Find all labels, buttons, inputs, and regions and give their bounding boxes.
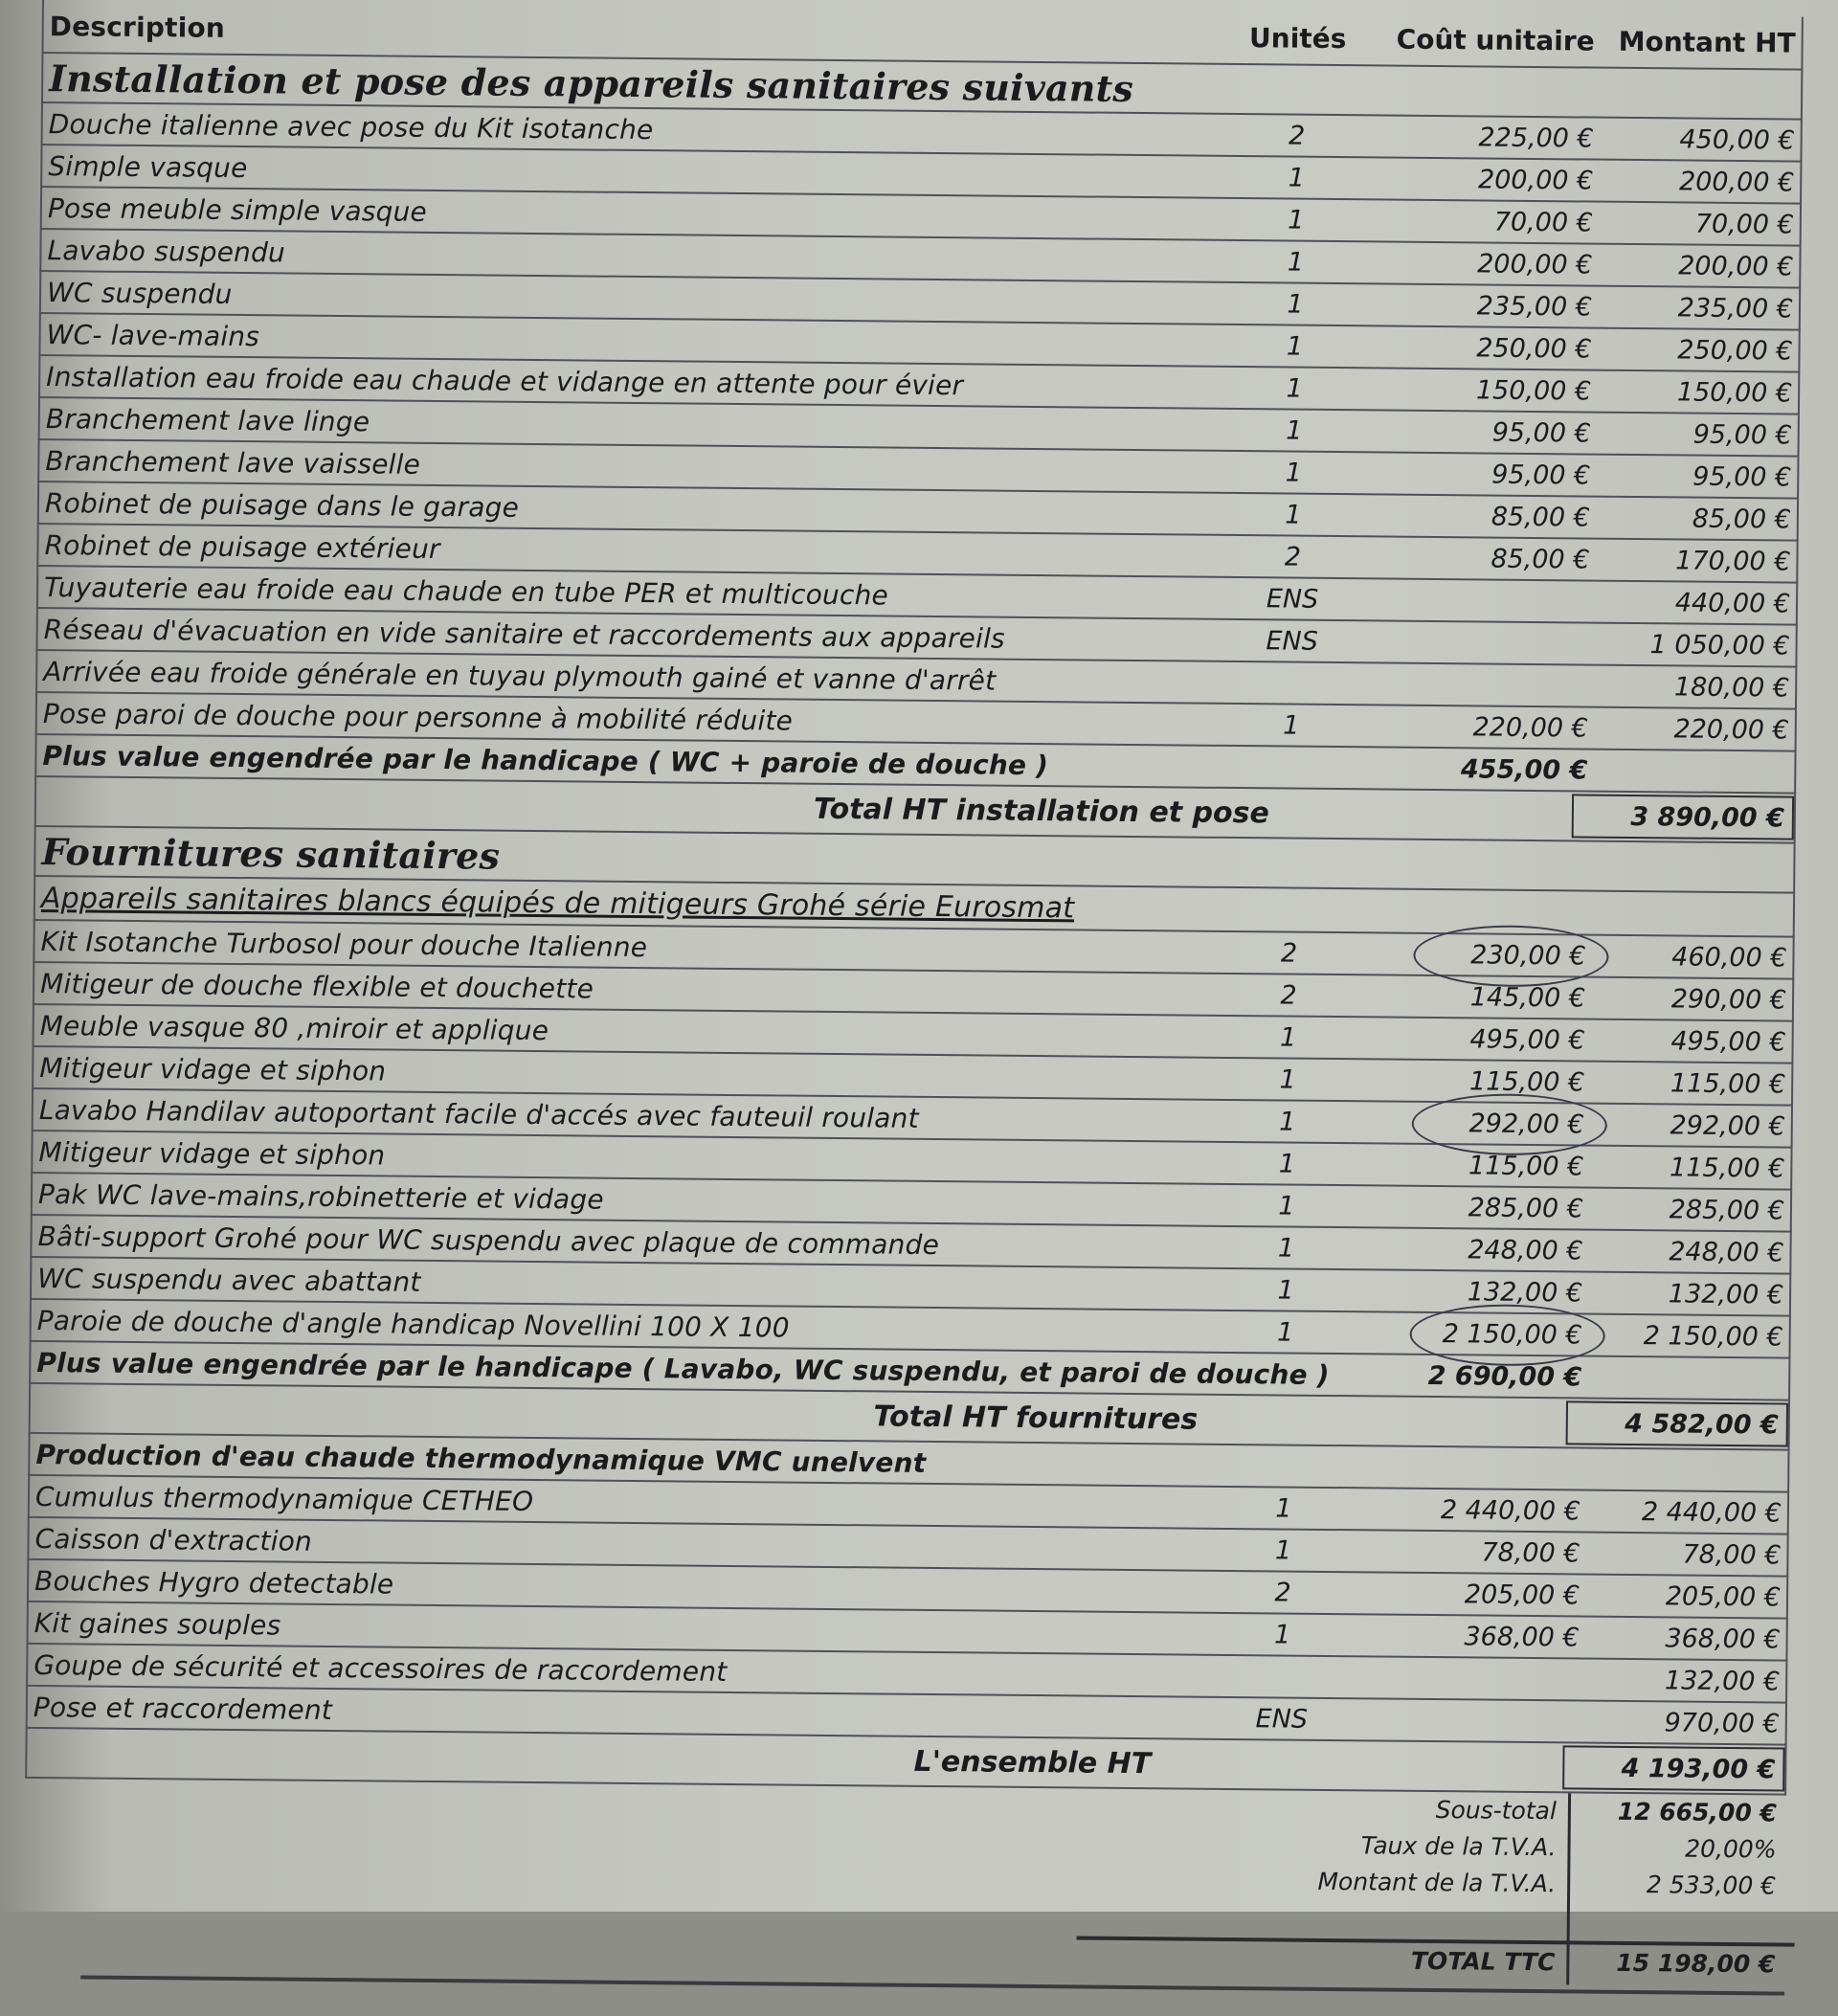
- installation-units: ENS: [1266, 583, 1319, 615]
- installation-amount: 450,00 €: [1679, 123, 1795, 156]
- production-unit-cost: [1349, 1657, 1579, 1699]
- header-amount: Montant HT: [1618, 25, 1796, 59]
- installation-units: [1223, 747, 1357, 788]
- installation-unit-cost: 85,00 €: [1491, 502, 1591, 533]
- installation-amount: 200,00 €: [1678, 250, 1794, 282]
- installation-unit-cost: [1358, 621, 1588, 663]
- installation-desc: Arrivée eau froide générale en tuyau plymouth gainé et vanne d'arrêt: [43, 655, 997, 697]
- fournitures-desc: Kit Isotanche Turbosol pour douche Italienne: [40, 925, 648, 963]
- fournitures-desc: Mitigeur vidage et siphon: [39, 1051, 387, 1086]
- fournitures-desc: Plus value engendrée par le handicape ( Lavabo, WC suspendu, et paroi de douche ): [36, 1346, 1330, 1391]
- header-units: Unités: [1248, 21, 1347, 55]
- production-unit-cost: 2 440,00 €: [1440, 1494, 1581, 1526]
- fournitures-units: 2: [1280, 979, 1297, 1011]
- installation-amount: 180,00 €: [1673, 671, 1790, 704]
- fournitures-amount: 292,00 €: [1670, 1109, 1785, 1142]
- fournitures-unit-cost: 230,00 €: [1470, 939, 1586, 972]
- fournitures-amount: [1601, 1357, 1782, 1400]
- header-unit-cost: Coût unitaire: [1396, 23, 1595, 57]
- installation-units: 1: [1288, 163, 1306, 193]
- tva-amount-label: Montant de la T.V.A.: [1317, 1867, 1557, 1898]
- fournitures-unit-cost: 285,00 €: [1468, 1192, 1584, 1224]
- production-desc: Bouches Hygro detectable: [34, 1564, 394, 1601]
- production-unit-cost: 205,00 €: [1464, 1579, 1580, 1610]
- subtotal-value: 12 665,00 €: [1617, 1797, 1778, 1827]
- installation-units: 2: [1284, 541, 1302, 572]
- fournitures-amount: 285,00 €: [1669, 1194, 1785, 1226]
- installation-amount: 220,00 €: [1673, 713, 1789, 746]
- installation-desc: WC- lave-mains: [46, 318, 260, 352]
- fournitures-unit-cost: 2 690,00 €: [1427, 1360, 1582, 1393]
- production-desc: Pose et raccordement: [33, 1691, 333, 1726]
- installation-desc: Pose meuble simple vasque: [47, 191, 428, 228]
- installation-units: [1224, 662, 1358, 704]
- installation-units: 1: [1287, 288, 1304, 320]
- installation-units: 1: [1288, 205, 1305, 235]
- fournitures-unit-cost: 2 150,00 €: [1442, 1318, 1582, 1351]
- installation-unit-cost: 95,00 €: [1491, 417, 1591, 449]
- tva-rate-label: Taux de la T.V.A.: [1360, 1831, 1557, 1862]
- installation-unit-cost: 70,00 €: [1493, 207, 1593, 238]
- installation-units: 1: [1285, 457, 1303, 488]
- installation-amount: 150,00 €: [1676, 376, 1793, 409]
- fournitures-desc: Bâti-support Grohé pour WC suspendu avec plaque de commande: [37, 1220, 940, 1261]
- fournitures-desc: Lavabo Handilav autoportant facile d'accés avec fauteuil roulant: [38, 1093, 919, 1134]
- fournitures-total-label: Total HT fournitures: [873, 1399, 1199, 1437]
- installation-amount: 170,00 €: [1675, 545, 1791, 577]
- fournitures-units: 1: [1276, 1316, 1294, 1348]
- fournitures-amount: 115,00 €: [1669, 1152, 1785, 1184]
- production-desc: Kit gaines souples: [34, 1606, 281, 1641]
- installation-unit-cost: [1358, 663, 1588, 706]
- fournitures-units: 1: [1279, 1106, 1296, 1137]
- installation-desc: Réseau d'évacuation en vide sanitaire et raccordements aux appareils: [43, 613, 1005, 655]
- fournitures-units: 1: [1278, 1148, 1296, 1179]
- fournitures-units: 1: [1279, 1064, 1296, 1095]
- fournitures-subtitle: Appareils sanitaires blancs équipés de mitigeurs Grohé série Eurosmat: [40, 881, 1075, 925]
- installation-units: 1: [1287, 247, 1305, 278]
- installation-units: 1: [1285, 499, 1302, 530]
- fournitures-unit-cost: 248,00 €: [1468, 1234, 1583, 1266]
- installation-desc: Douche italienne avec pose du Kit isotanche: [48, 107, 654, 146]
- fournitures-units: 2: [1280, 937, 1298, 969]
- installation-amount: 250,00 €: [1677, 334, 1793, 367]
- production-title: Production d'eau chaude thermodynamique VMC unelvent: [35, 1438, 927, 1479]
- installation-desc: Tuyauterie eau froide eau chaude en tube PER et multicouche: [43, 571, 889, 612]
- installation-amount: 200,00 €: [1678, 166, 1795, 198]
- installation-total-label: Total HT installation et pose: [813, 792, 1270, 830]
- production-units: 1: [1275, 1492, 1292, 1524]
- installation-unit-cost: [1359, 579, 1589, 621]
- installation-units: 1: [1286, 330, 1304, 362]
- fournitures-desc: Meuble vasque 80 ,miroir et applique: [39, 1009, 549, 1046]
- fournitures-units: 1: [1277, 1274, 1294, 1306]
- fournitures-total-value: 4 582,00 €: [1566, 1400, 1788, 1446]
- installation-desc: Branchement lave vaisselle: [45, 444, 421, 481]
- tva-rate-value: 20,00%: [1685, 1834, 1777, 1864]
- production-units: ENS: [1255, 1703, 1309, 1735]
- tva-amount-value: 2 533,00 €: [1646, 1870, 1777, 1900]
- fournitures-desc: Pak WC lave-mains,robinetterie et vidage: [37, 1177, 604, 1216]
- fournitures-amount: 460,00 €: [1671, 941, 1787, 974]
- header-description: Description: [49, 10, 226, 44]
- installation-title: Installation et pose des appareils sanitaires suivants: [49, 56, 1134, 110]
- installation-amount: 95,00 €: [1692, 461, 1792, 493]
- installation-amount: 1 050,00 €: [1649, 629, 1790, 661]
- fournitures-rows: [29, 921, 1795, 1401]
- fournitures-unit-cost: 132,00 €: [1467, 1276, 1583, 1309]
- installation-desc: Installation eau froide eau chaude et vidange en attente pour évier: [46, 360, 964, 401]
- total-ttc-value: 15 198,00 €: [1616, 1948, 1776, 1979]
- installation-unit-cost: 220,00 €: [1472, 711, 1588, 744]
- installation-total-value: 3 890,00 €: [1572, 794, 1794, 840]
- production-desc: Caisson d'extraction: [34, 1522, 313, 1557]
- fournitures-amount: 290,00 €: [1670, 983, 1787, 1016]
- installation-units: ENS: [1266, 625, 1318, 657]
- installation-rows: [34, 103, 1803, 795]
- installation-unit-cost: 250,00 €: [1476, 332, 1592, 365]
- subtotal-label: Sous-total: [1435, 1796, 1558, 1826]
- installation-desc: Robinet de puisage extérieur: [44, 528, 440, 565]
- production-desc: Goupe de sécurité et accessoires de raccordement: [34, 1648, 728, 1688]
- installation-amount: 85,00 €: [1692, 504, 1792, 535]
- fournitures-desc: WC suspendu avec abattant: [37, 1262, 421, 1298]
- fournitures-units: 1: [1278, 1190, 1295, 1221]
- installation-unit-cost: 200,00 €: [1477, 248, 1593, 280]
- fournitures-unit-cost: 292,00 €: [1468, 1108, 1584, 1140]
- quote-table: [23, 0, 1804, 2016]
- production-amount: 132,00 €: [1664, 1665, 1781, 1697]
- installation-units: 1: [1286, 372, 1303, 404]
- production-amount: 2 440,00 €: [1641, 1496, 1782, 1529]
- production-units: 1: [1274, 1534, 1292, 1566]
- production-total-value: 4 193,00 €: [1562, 1745, 1784, 1791]
- production-units: [1215, 1656, 1349, 1697]
- fournitures-unit-cost: 115,00 €: [1468, 1065, 1585, 1098]
- installation-desc: Robinet de puisage dans le garage: [44, 486, 520, 524]
- fournitures-title: Fournitures sanitaires: [41, 829, 501, 878]
- production-rows: [26, 1476, 1789, 1746]
- total-ttc-row: [1076, 1936, 1794, 1982]
- installation-unit-cost: 235,00 €: [1476, 290, 1593, 323]
- installation-desc: Pose paroi de douche pour personne à mobilité réduite: [42, 697, 794, 737]
- installation-amount: 95,00 €: [1692, 419, 1792, 451]
- summary-block: [23, 1779, 1786, 2016]
- production-unit-cost: [1349, 1699, 1579, 1741]
- fournitures-amount: 115,00 €: [1670, 1067, 1786, 1100]
- installation-desc: Plus value engendrée par le handicape ( WC + paroie de douche ): [42, 739, 1049, 781]
- installation-unit-cost: 455,00 €: [1460, 753, 1588, 786]
- installation-units: 2: [1288, 121, 1306, 151]
- installation-amount: 70,00 €: [1694, 209, 1794, 240]
- fournitures-units: 1: [1279, 1021, 1297, 1053]
- installation-amount: 440,00 €: [1674, 587, 1791, 619]
- fournitures-units: [1218, 1354, 1352, 1395]
- installation-unit-cost: 95,00 €: [1491, 459, 1591, 491]
- fournitures-units: 1: [1277, 1232, 1295, 1264]
- fournitures-desc: Mitigeur vidage et siphon: [38, 1135, 386, 1171]
- installation-unit-cost: 225,00 €: [1478, 122, 1594, 154]
- production-amount: 970,00 €: [1664, 1707, 1780, 1739]
- production-amount: 205,00 €: [1665, 1580, 1782, 1613]
- installation-desc: WC suspendu: [46, 276, 233, 310]
- total-ttc-label: TOTAL TTC: [1410, 1946, 1556, 1977]
- installation-units: 1: [1283, 709, 1300, 741]
- production-desc: Cumulus thermodynamique CETHEO: [34, 1480, 534, 1517]
- installation-units: 1: [1286, 414, 1303, 446]
- production-unit-cost: 78,00 €: [1481, 1537, 1580, 1568]
- production-units: 1: [1273, 1619, 1291, 1650]
- fournitures-unit-cost: 495,00 €: [1469, 1023, 1585, 1056]
- installation-amount: [1606, 750, 1788, 793]
- fournitures-desc: Mitigeur de douche flexible et douchette: [39, 967, 594, 1005]
- production-unit-cost: 368,00 €: [1464, 1621, 1580, 1652]
- installation-unit-cost: 150,00 €: [1475, 374, 1592, 407]
- installation-unit-cost: 200,00 €: [1477, 164, 1594, 196]
- fournitures-amount: 248,00 €: [1669, 1236, 1784, 1268]
- installation-desc: Branchement lave linge: [45, 402, 370, 437]
- fournitures-unit-cost: 145,00 €: [1469, 981, 1586, 1014]
- fournitures-amount: 495,00 €: [1670, 1025, 1786, 1058]
- installation-amount: 235,00 €: [1677, 292, 1794, 325]
- production-amount: 78,00 €: [1682, 1539, 1782, 1571]
- fournitures-desc: Paroie de douche d'angle handicap Novellini 100 X 100: [36, 1304, 790, 1344]
- production-amount: 368,00 €: [1665, 1623, 1781, 1655]
- fournitures-amount: 2 150,00 €: [1643, 1320, 1783, 1353]
- tva-amount-row: [1077, 1861, 1795, 1904]
- installation-unit-cost: 85,00 €: [1491, 544, 1590, 575]
- summary: [1076, 1788, 1796, 1982]
- installation-desc: Lavabo suspendu: [47, 234, 286, 268]
- production-units: 2: [1274, 1577, 1291, 1608]
- installation-desc: Simple vasque: [48, 149, 248, 184]
- fournitures-amount: 132,00 €: [1668, 1278, 1784, 1310]
- production-total-label: L'ensemble HT: [913, 1744, 1152, 1781]
- fournitures-unit-cost: 115,00 €: [1468, 1150, 1584, 1182]
